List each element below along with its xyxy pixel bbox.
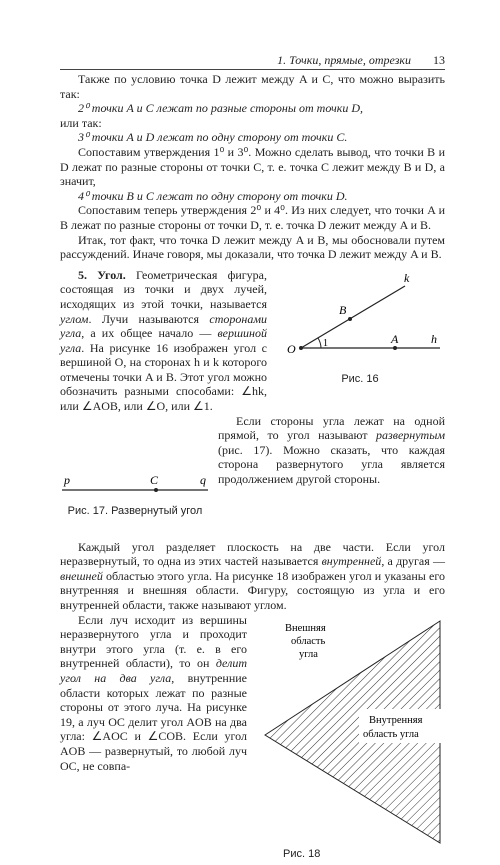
statement-2: 2⁰ точки A и C лежат по разные стороны от точки D, [78,101,364,116]
angle-regions-diagram [255,617,445,845]
text-run: , а другая — [381,554,445,569]
term-vertex: вершиной угла [60,326,267,355]
figure-18-caption: Рис. 18 [283,847,321,860]
paragraph: Сопоставим утверждения 1⁰ и 3⁰. Можно сделать вывод, что точки B и D лежат по разные стороны от точки C, т. е. точка C лежит между B и D, а значит, [60,144,445,189]
angle-diagram [275,264,445,372]
paragraph: Итак, тот факт, что точка D лежит между A и B, мы обосновали путем рассуждений. Иначе говоря, мы доказали, что точка D лежит между A и B. [60,232,445,262]
outer-label-line: Внешняя [285,622,326,634]
paragraph: или так: [60,115,102,130]
text-run: Геометрическая фигура, состоящая из точки и двух лучей, исходящих из этой точки, называется [60,267,268,311]
running-header [60,53,445,70]
term-outer: внешней [60,568,103,583]
term-inner: внутренней [321,554,382,569]
label-a: A [391,331,399,346]
label-k: k [404,270,410,285]
text-run: областью этого угла. На рисунке 18 изображен угол и указаны его внутренняя и внешняя области. Фигуру, состоящую из угла и его внутренней области, также называют углом. [60,568,445,613]
term-divide: делит угол на два угла [60,656,247,685]
figure-16 [275,264,445,392]
text-run: , внутренние области которых лежат по разные стороны от этого луча. На рисунке 19, a луч OC делит угол AOB на два угла: ∠AOC и ∠COB. Если угол AOB — развернутый, то любой луч OC, не совпа- [60,671,247,773]
figure-17 [60,470,210,532]
text-run: . Лучи называются [88,311,210,326]
text-run: (рис. 17). Можно сказать, что каждая сторона развернутого угла является продолжением другой стороны. [218,442,445,487]
straight-angle-diagram [60,470,210,500]
statement-3: 3⁰ точки A и D лежат по одну сторону от точки C. [78,130,348,145]
text-run: , а их общее начало — [81,326,218,341]
term-angle: углом [60,311,89,326]
figure-17-caption: Рис. 17. Развернутый угол [67,504,203,517]
text-run: Если стороны угла лежат на одной прямой, то угол называют [218,413,445,443]
inner-label-line: область угла [363,728,419,740]
paragraph-regions [60,540,445,613]
label-b: B [339,302,347,317]
page-number: 13 [433,53,445,67]
text-run: Если луч исходит из вершины неразвернутого угла и проходит внутри этого угла (т. е. в его внутренней области), то он [60,612,247,671]
paragraph: Также по условию точка D лежит между A и C, что можно выразить так: [60,72,445,101]
label-o: O [287,341,296,356]
term-straight: развернутым [376,428,445,443]
outer-label-line: область [291,635,326,647]
label-angle-1: 1 [323,337,328,349]
label-h: h [431,331,437,346]
section-heading: 5. Угол. [78,267,126,282]
text-run: . На рисунке 16 изображен угол с вершиной O, на сторонах h и k которого отмечены точки A и B. Этот угол можно обозначить разными способами: ∠hk, или ∠AOB, или ∠O, или ∠1. [60,340,267,414]
chapter-title: 1. Точки, прямые, отрезки [277,53,411,67]
outer-region-label [285,623,328,660]
label-p: p [64,472,70,487]
figure-18 [255,617,445,865]
outer-label-line: угла [299,648,318,660]
page-text [60,72,445,865]
text-run: Каждый угол разделяет плоскость на две части. Если угол неразвернутый, то одна из этих частей называется [60,539,445,569]
figure-16-caption: Рис. 16 [341,372,379,385]
paragraph: Сопоставим теперь утверждения 2⁰ и 4⁰. Из них следует, что точки A и B лежат по разные стороны от точки D, т. е. точка D лежит между A и B. [60,203,445,232]
label-q: q [200,472,206,487]
statement-4: 4⁰ точки B и C лежат по одну сторону от точки D. [78,188,348,203]
inner-label-line: Внутренняя [369,714,423,726]
label-c: C [150,472,159,487]
term-sides: сторонами угла [60,311,267,341]
